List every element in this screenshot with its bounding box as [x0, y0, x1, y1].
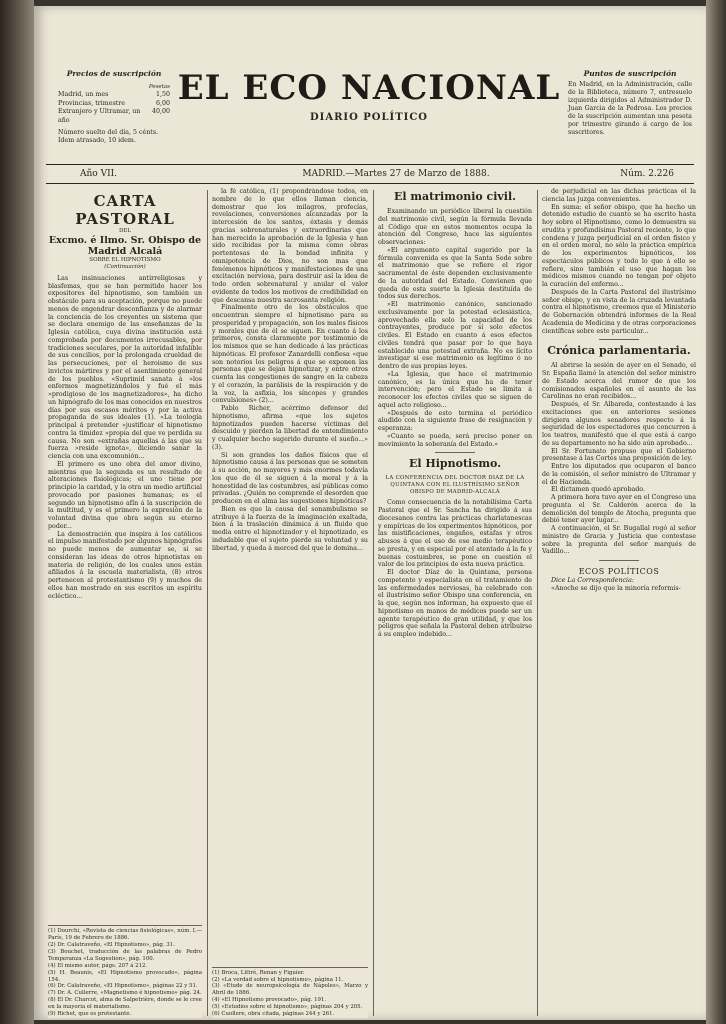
footnote: (9) Richet, que es protestante. — [48, 1011, 132, 1018]
footnotes — [212, 967, 368, 1018]
subscription-points-heading: Puntos de suscripción — [583, 69, 677, 78]
article-paragraph: la fé católica, (1) propondrándose todos, en nombre de lo que ellos llaman ciencia, demostrar que los milagros, profecías, revelaciones, conversiones alcanzadas por la intercesión de los santos, éxtasis y demás gracias sobrenaturales y extraordinarias que han merecido la aprobación de la Iglesia y han sido recibidas por la misma como obras portentosas de la bondad infinita y omnipotencia de Dios, no son mas que fenómenos hipnóticos y manifestaciones de una excitación nerviosa, para destruir así la idea de todo orden sobrenatural y anular el valor evidente de todos los motivos de credibilidad en que descansa nuestra sacrosanta religión. — [212, 188, 368, 304]
column-3 — [378, 188, 532, 1018]
article-paragraph: Como consecuencia de la notabilísima Carta Pastoral que el Sr. Sancha ha dirigido á sus diocesanos contra las prácticas charlatanescas y empíricas de los experimentos hipnóticos, por las mistificaciones, engaños, estafas y otros abusos á que el uso de ese medio terapéutico se presta, y en especial por el atentado á la fe y buenas costumbres, se pone en cuestión el valor de los principios de esta nueva práctica. — [378, 499, 532, 569]
article-paragraph: La demostración que inspira á los católicos el impulso manifestado por algunos hipnógrafos no puede menos de aumentar se, si se consideran las ideas de otros hipnotistas en materia de religión, de los cuales unos están afiliados á la escuela materialista, (8) otros pertenecen al protestantismo (9) y muchos de ellos han mostrado en sus escritos un espíritu ecléctico... — [48, 530, 202, 600]
newspaper-subtitle: DIARIO POLÍTICO — [309, 112, 429, 123]
column-2 — [212, 188, 368, 1018]
article-paragraph: Examinando un periódico liberal la cuestión del matrimonio civil, según la fórmula llevada al Código que en estos momentos ocupa la atención del Congreso, hace las siguientes observaciones: — [378, 208, 532, 246]
footnotes — [48, 925, 202, 1018]
price-value: 6,00 — [155, 99, 170, 107]
price-value: 1,50 — [155, 91, 170, 99]
price-row — [58, 108, 170, 125]
article-paragraph: Pablo Richer, acérrimo defensor del hipnotismo, afirma «que los sujetos hipnotizados pueden hacerse víctimas del descuido y pierden la libertad de entendimiento y cualquier hecho sugerido durante el sueño...» (3). — [212, 405, 368, 451]
newspaper-title: EL ECO NACIONAL — [177, 68, 561, 108]
article-paragraph: El Sr. Fortunato propuso que el Gobierno presentase á las Cortes una proposición de ley. — [542, 447, 696, 463]
section-divider — [599, 560, 639, 561]
currency-header: Pesetas — [148, 83, 170, 90]
article-paragraph: A continuación, el Sr. Bugallal rogó al señor ministro de Gracia y Justicia que contestase sobre la pregunta del señor marqués de Vadillo... — [542, 525, 696, 556]
price-label: Madrid, un mes — [58, 91, 109, 99]
dateline-bar — [46, 164, 694, 184]
article-paragraph: »El matrimonio canónico, sancionado exclusivamente por la potestad eclesiástica, aprovechado ella solo la capacidad de los contrayentes, produce por sí solo efectos civiles. El Estado en cuanto á esos efectos civiles tendrá que pasar por lo que haya establecido una potestad extraña. No es lícito investigar si ese matrimonio es legítimo ó no dentro de sus propias leyes. — [378, 301, 532, 370]
pastoral-letter-topic: SOBRE EL HIPNOTISMO — [89, 257, 161, 263]
article-paragraph: En suma: el señor obispo, que ha hecho un detenido estudio de cuanto se ha escrito hasta hoy sobre el Hipnotismo, como lo demuestra su erudita y profundísima Pastoral reciente, lo que condena y juzga perjudicial en el orden físico y en el orden moral, no sólo la práctica empírica de los experimentos hipnóticos, los espectáculos públicos y todo lo que á ello se refiere, sino también el uso que hagan los médicos mismos cuando no tengan por objeto la curación del enfermo... — [542, 203, 696, 288]
price-row — [58, 91, 170, 100]
price-row — [58, 100, 170, 109]
article-paragraph: El doctor Díaz de la Quintana, persona competente y especialista en el tratamiento de las enfermedades nerviosas, ha celebrado con el ilustrísimo señor Obispo una conferencia, en la que, según nos informan, ha expuesto que el hipnotismo en manos de médicos puede ser un agente terapéutico de gran utilidad, y que los peligros que señala la Pastoral deben atribuirse á su empleo indebido... — [378, 569, 532, 638]
pastoral-letter-author: Excmo. é Ilmo. Sr. Obispo de Madrid Alcalá — [48, 235, 202, 257]
column-1 — [48, 188, 202, 1018]
footnote: (6) Dr. Calatraveño, «El Hipnotismo», páginas 22 y 51. — [48, 983, 198, 990]
article-paragraph: Después de la Carta Pastoral del ilustrísimo señor obispo, y en vista de la cruzada levantada contra el hipnotismo, creemos que el Ministerio de Gobernación obtendrá informes de la Real Academia de Medicina y de otras corporaciones científicas sobre este particular... — [542, 288, 696, 335]
issue-number: Núm. 2.226 — [620, 169, 674, 179]
newspaper-page — [34, 6, 706, 1020]
column-rule — [373, 190, 374, 1016]
issue-date: MADRID.—Martes 27 de Marzo de 1888. — [302, 169, 490, 179]
footnote: (1) Dourchi, «Revista de ciencias fisiológicas», núm. I.—París, 19 de Febrero de 1886. — [48, 928, 202, 942]
subscription-prices-heading: Precios de suscripción — [66, 69, 162, 78]
footnote: (4) «El Hipnotismo provocado», pág. 191. — [212, 997, 327, 1004]
article-columns — [48, 188, 696, 1020]
footnote: (4) El mismo autor, págs. 207 á 212. — [48, 962, 148, 969]
conference-subheading: LA CONFERENCIA DEL DOCTOR DIAZ DE LA QUINTANA CON EL ILUSTRÍSIMO SEÑOR OBISPO DE MADRID-ALCALÁ — [385, 475, 525, 496]
footnote: (2) «La verdad sobre el hipnotismo», página 11. — [212, 976, 344, 983]
subscription-prices — [58, 70, 170, 146]
pastoral-letter-heading: CARTA PASTORAL — [75, 192, 175, 228]
article-paragraph: Finalmente otro de los obstáculos que encuentran siempre el hipnotismo para su prosperidad y propagación, son los males físicos y morales que de él se siguen. En cuanto á los primeros, consta claramente por testimonio de los mismos que se han dedicado á las prácticas hipnóticas. El profesor Zanardelli confiesa «que son notorios los peligros á que se exponen las personas que se dejan hipnotizar, y entre otros cuenta las congestiones de sangre en la cabeza y el corazón, la parálisis de la respiración y de la voz, la asfixia, los síncopes y grandes convulsiones» (2)... — [212, 304, 368, 405]
footnote: (6) Cuollere, obra citada, páginas 244 y 261. — [212, 1011, 335, 1018]
echoes-source: Dice La Correspondencia: — [551, 577, 634, 584]
article-paragraph: Bien es que la causa del sonambulismo se atribuye á la fuerza de la imaginación exaltada, bien á la traslación dinámica á un fluido que media entre el hipnotizador y el hipnotizado, es indudable que el sujeto pierde su voluntad y su libertad, y queda á merced del que le domina... — [212, 505, 368, 552]
article-paragraph: «Cuanto se pueda, será preciso poner en movimiento la soberanía del Estado.» — [378, 432, 532, 448]
article-paragraph: de perjudicial en las dichas prácticas el la ciencia las juzga convenientes. — [542, 188, 696, 203]
article-paragraph: El dictamen quedó aprobado. — [551, 486, 645, 494]
parliamentary-chronicle-heading: Crónica parlamentaria. — [547, 344, 691, 358]
section-divider — [599, 339, 639, 340]
article-paragraph: A primera hora tuvo ayer en el Congreso una pregunta el Sr. Calderón acerca de la demolición del templo de Atocha, pregunta que debió tener ayer lugar... — [542, 494, 696, 525]
volume-year: Año VII. — [80, 169, 118, 179]
footnote: (7) Dr. A. Cullerre, «Magnetismo é hipnotismo» pág. 24. — [48, 990, 202, 997]
continuation-note: (Continuación) — [104, 264, 146, 270]
single-issue-price: Número suelto del día, 5 cénts. — [58, 128, 159, 136]
subscription-points — [568, 70, 692, 137]
column-rule — [537, 190, 538, 1016]
subscription-points-text: En Madrid, en la Administración, calle de la Biblioteca, número 7, entresuelo izquierda dirigidos al Administrador D. Juan Garcia de la Pedrosa. Los precios de la suscripción aumentan una peseta por trimestre girando á cargo de los suscritores. — [568, 81, 692, 136]
footnote: (1) Broca, Littré, Renan y Figuier. — [212, 969, 305, 976]
article-paragraph: »La Iglesia, que hace el matrimonio canónico, es la única que ha de tener intervención; pero el Estado se limita á reconocer los efectos civiles que se siguen de aquel acto religioso... — [378, 370, 532, 409]
echoes-text: «Anoche se dijo que la minoría reformis- — [551, 584, 681, 592]
footnote: (8) El Dr. Charcot, alma de Salpetrière, donde se le cree en la mayoria el materialismo. — [48, 997, 202, 1011]
section-divider — [435, 452, 475, 453]
column-4 — [542, 188, 696, 1018]
hypnotism-heading: El Hipnotismo. — [408, 457, 502, 471]
book-binding-right — [706, 0, 726, 1024]
footnote: (5) H. Beaunis, «El Hipnotismo provocado», página 154. — [48, 969, 202, 983]
back-issue-price: Idem atrasado, 10 idem. — [58, 137, 136, 145]
article-paragraph: Si son grandes los daños físicos que el hipnotismo causa á las personas que se someten á su acción, no mayores y más enormes todavía los que de él se siguen á la moral y á la honestidad de las costumbres, así públicas como privadas. ¿Quién no comprende el desorden que producen en el alma las sugestiones hipnóticas? — [212, 451, 368, 505]
article-paragraph: Entre los diputados que ocuparon el banco de la comisión, el señor ministro de Ultramar y el de Hacienda. — [542, 463, 696, 486]
footnote: (2) Dr. Calatraveño, «El Hipnotismo», pág. 31. — [48, 942, 175, 949]
price-label: Extranjero y Ultramar, un año — [58, 108, 141, 124]
pastoral-letter-del: DEL — [118, 228, 132, 234]
political-echoes-heading: ECOS POLÍTICOS — [578, 567, 660, 576]
article-paragraph: El primero es uno obra del amor divino, mientras que la segunda es un resultado de alteraciones fisiológicas; el uno tiene por principio la caridad, y la otra un medio artificial provocado por pasiones humanas; es el segundo un hipnotismo afín á la suscripción de la multitud, y es el primero la expresión de la voluntad divina que obra según su eterno poder... — [48, 460, 202, 530]
article-paragraph: »Después de esto termina el periódico aludido con la siguiente frase de resignación y esperanza: — [378, 409, 532, 432]
civil-marriage-heading: El matrimonio civil. — [394, 190, 516, 203]
price-label: Provincias, trimestre — [58, 99, 125, 107]
article-paragraph: «El argumento capital sugerido por la fórmula convenida es que la Santa Sede sobre el matrimonio que se refiere el rigor sacramental de éste dependen exclusivamente de la autoridad del Estado. Convienen que queda de esta suerte la Iglesia destituída de todos sus derechos. — [378, 246, 532, 301]
column-rule — [207, 190, 208, 1016]
footnote: (5) «Estudios sobre el hipnotismo», páginas 204 y 205. — [212, 1004, 363, 1011]
masthead — [34, 60, 706, 180]
price-value: 40,00 — [151, 108, 170, 116]
article-paragraph: Después, el Sr. Albareda, contestando á las excitaciones que en anteriores sesiones dirigiera algunos senadores respecto á la seguridad de los espectadores que concurren á los teatros, manifestó que el que está á cargo de su departamento no ha sido aún aprobado... — [542, 401, 696, 447]
footnote: (3) «Etude de neuropsicología de Nápoles», Marzo y Abril de 1886. — [212, 983, 368, 997]
article-paragraph: Al abrirse la sesión de ayer en el Senado, el Sr. España llamó la atención del señor ministro de Estado acerca del rumor de que los comisionados españoles en el asunto de las Carolinas no eran recibidos... — [542, 362, 696, 401]
book-binding-left — [0, 0, 34, 1024]
footnote: (3) Bouchet, traducción de las palabras de Pedro Temperanza «La Sugestion», pág. 100. — [48, 948, 202, 962]
article-paragraph: Las insinuaciones antirreligiosas y blasfemas, que se han permitido hacer los expositores del hipnotismo, son también un obstáculo para su aceptación, porque no puede menos de engendrar desconfianza y de alarmar la conciencia de los creyentes un sistema que se declara enemigo de las enseñanzas de la Iglesia católica, cuya divina institución está comprobada por documentos irrecusables, por tradiciones seculares, por la autoridad infalible de sus concilios, por la prolongada crueldad de las persecuciones, por el heroismo de sus invictos mártires y por el asentimiento general de los pueblos. «Suprimid sanata á »los enfermos magnetizándolos y fué el más »prodigioso de los magnetizadores», ha dicho un hipnógrafo de los mas conocidos en nuestros días por sus escasos méritos y por la activa propaganda de sus ideales (1). «La teología principal á pretender »justificar el hipnotismo contra la timidez »propia del que ve perdida su causa. No son »extrañas aquellas á las que su fuerza »reside ignota», diciendo sanar la ciencia con una excomunión... — [48, 274, 202, 460]
